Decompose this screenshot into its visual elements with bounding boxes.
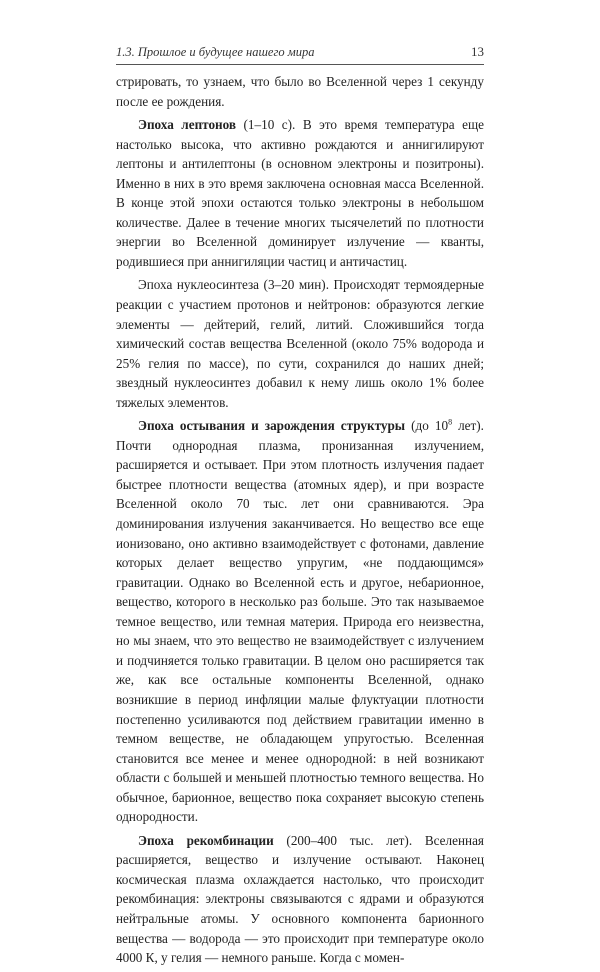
paragraph-continuation: стрировать, то узнаем, что было во Вселенной через 1 секунду после ее рождения.	[116, 74, 484, 109]
body-text	[116, 72, 484, 972]
section-title: 1.3. Прошлое и будущее нашего мира	[116, 45, 315, 59]
structure-era-heading: Эпоха остывания и зарождения структуры	[138, 418, 406, 434]
structure-era-text: лет). Почти однородная плазма, пронизанная излучением, расширяется и остывает. При этом плотность излучения падает быстрее плотности вещества (атомных ядер), и при возрасте Вселенной около 70 тыс. лет они сравниваются. Эра доминирования излучения заканчивается. Но вещество все еще ионизовано, оно активно взаимодействует с фотонами, давление которых делает вещество упругим, «не поддающимся» гравитации. Однако во Вселенной есть и другое, небарионное, вещество, которого в несколько раз больше. Это так называемое темное вещество, или темная материя. Природа его неизвестна, но мы знаем, что это вещество не взаимодействует с излучением и подчиняется только гравитации. В целом оно расширяется так же, как все остальные компоненты Вселенной, однако возникшие в период инфляции малые флуктуации плотности постепенно усиливаются под действием гравитации именно в темном веществе, не обладающем упругостью. Вселенная становится все менее и менее однородной: в ней возникают области с большей и меньшей плотностью темного вещества. Но обычное, барионное, вещество пока сохраняет высокую степень однородности.	[116, 418, 484, 825]
paragraph-structure-era	[116, 416, 484, 826]
recombination-heading: Эпоха рекомбинации	[138, 832, 274, 848]
paragraph-lepton-era	[116, 115, 484, 271]
paragraph-recombination	[116, 831, 484, 968]
header-rule	[116, 64, 484, 65]
recombination-text: (200–400 тыс. лет). Вселенная расширяется, вещество и излучение остывают. Наконец космическая плазма охлаждается настолько, что происходит рекомбинация: электроны связываются с ядрами и образуются нейтральные атомы. У основного компонента барионного вещества — водорода — это происходит при температуре около 4000 К, у гелия — немного раньше. Когда с момен-	[116, 832, 485, 966]
paragraph-nucleosynthesis: Эпоха нуклеосинтеза (3–20 мин). Происходят термоядерные реакции с участием протонов и нейтронов: образуются легкие элементы — дейтерий, гелий, литий. Сложившийся тогда химический состав вещества Вселенной (около 75% водорода и 25% гелия по массе), по сути, сохранился до наших дней; звездный нуклеосинтез добавил к нему лишь около 1% более тяжелых элементов.	[116, 277, 484, 410]
structure-era-range: (до 10	[405, 418, 449, 434]
exponent: 8	[448, 417, 453, 427]
lepton-era-text: (1–10 с). В это время температура еще настолько высока, что активно рождаются и аннигилируют лептоны и антилептоны (в основном электроны и позитроны). Именно в них в это время заключена основная масса Вселенной. В конце этой эпохи остаются только электроны в небольшом количестве. Далее в течение многих тысячелетий по плотности энергии во Вселенной доминирует излучение — кванты, родившиеся при аннигиляции частиц и античастиц.	[116, 117, 484, 269]
lepton-era-heading: Эпоха лептонов	[138, 117, 237, 133]
running-header	[116, 44, 484, 60]
page-number: 13	[471, 44, 484, 59]
